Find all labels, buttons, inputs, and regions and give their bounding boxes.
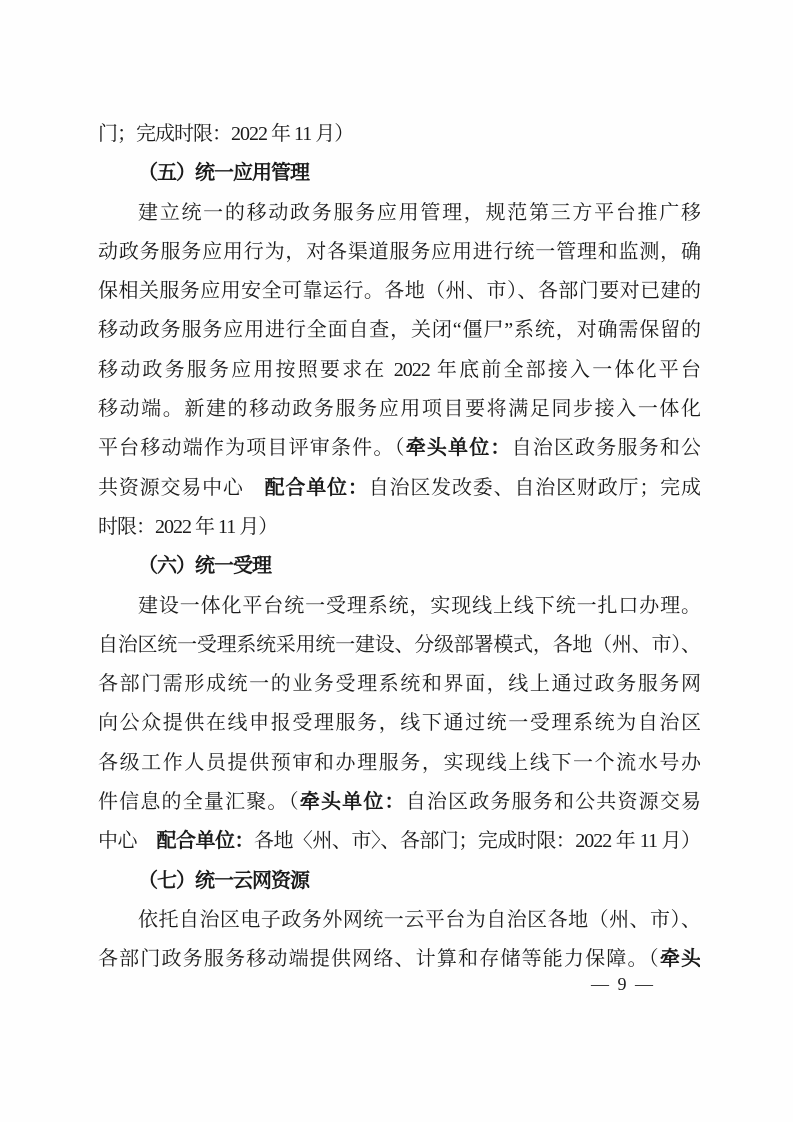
- text-line: [98, 390, 700, 429]
- text-line: [98, 744, 700, 783]
- text-line: [98, 233, 700, 272]
- emphasis-text: 牵头: [659, 948, 700, 971]
- text-line: [98, 822, 700, 861]
- text-line: [98, 901, 700, 940]
- text-line: [98, 115, 700, 154]
- text-line: [98, 508, 700, 547]
- text-line: [98, 351, 700, 390]
- body-text: 保相关服务应用安全可靠运行。各地（州、市）、各部门要对已建的: [98, 280, 700, 303]
- body-text: 件信息的全量汇聚。（: [98, 791, 300, 814]
- text-line: [98, 626, 700, 665]
- body-text: 动政务服务应用行为，对各渠道服务应用进行统一管理和监测，确: [98, 240, 700, 263]
- body-text: 移动政务服务应用进行全面自查，关闭“僵尸”系统，对确需保留的: [98, 319, 700, 342]
- body-text: 中心: [98, 830, 157, 853]
- text-line: [98, 311, 700, 350]
- emphasis-text: （七）统一云网资源: [138, 869, 309, 892]
- body-text: 自治区发改委、自治区财政厅；完成: [368, 476, 700, 499]
- body-text: 建设一体化平台统一受理系统，实现线上线下统一扎口办理。: [138, 594, 700, 617]
- body-text: 时限：2022 年 11 月）: [98, 515, 278, 538]
- text-line: [98, 469, 700, 508]
- text-line: [98, 783, 700, 822]
- body-text: 移动政务服务应用按照要求在 2022 年底前全部接入一体化平台: [98, 358, 700, 381]
- body-text: 门；完成时限：2022 年 11 月）: [98, 123, 354, 145]
- body-text: 自治区政务服务和公: [511, 437, 700, 460]
- emphasis-text: 牵头单位：: [299, 791, 406, 814]
- body-text: 自治区统一受理系统采用统一建设、分级部署模式，各地（州、市）、: [98, 633, 700, 656]
- body-text: 各部门政务服务移动端提供网络、计算和存储等能力保障。（: [98, 948, 660, 971]
- section-heading: [98, 547, 700, 586]
- body-text: 依托自治区电子政务外网统一云平台为自治区各地（州、市）、: [138, 908, 700, 931]
- body-text: 建立统一的移动政务服务应用管理，规范第三方平台推广移: [138, 201, 700, 224]
- page-number: — 9 —: [591, 974, 655, 994]
- document-text-block: [98, 115, 700, 980]
- text-line: [98, 665, 700, 704]
- body-text: 各地〈州、市〉、各部门；完成时限：2022 年 11 月）: [253, 830, 700, 853]
- emphasis-text: （五）统一应用管理: [138, 162, 309, 185]
- emphasis-text: 牵头单位：: [405, 437, 512, 460]
- emphasis-text: （六）统一受理: [138, 555, 271, 578]
- emphasis-text: 配合单位：: [264, 476, 369, 499]
- body-text: 向公众提供在线申报受理服务，线下通过统一受理系统为自治区: [98, 712, 700, 735]
- body-text: 各部门需形成统一的业务受理系统和界面，线上通过政务服务网: [98, 673, 700, 696]
- text-line: [98, 194, 700, 233]
- section-heading: [98, 154, 700, 193]
- body-text: 共资源交易中心: [98, 476, 265, 499]
- text-line: [98, 587, 700, 626]
- body-text: 移动端。新建的移动政务服务应用项目要将满足同步接入一体化: [98, 398, 700, 421]
- body-text: 平台移动端作为项目评审条件。（: [98, 437, 406, 460]
- text-line: [98, 272, 700, 311]
- section-heading: [98, 862, 700, 901]
- text-line: [98, 429, 700, 468]
- body-text: 自治区政务服务和公共资源交易: [405, 791, 700, 814]
- text-line: [98, 704, 700, 743]
- emphasis-text: 配合单位：: [156, 830, 254, 853]
- body-text: 各级工作人员提供预审和办理服务，实现线上线下一个流水号办: [98, 751, 700, 774]
